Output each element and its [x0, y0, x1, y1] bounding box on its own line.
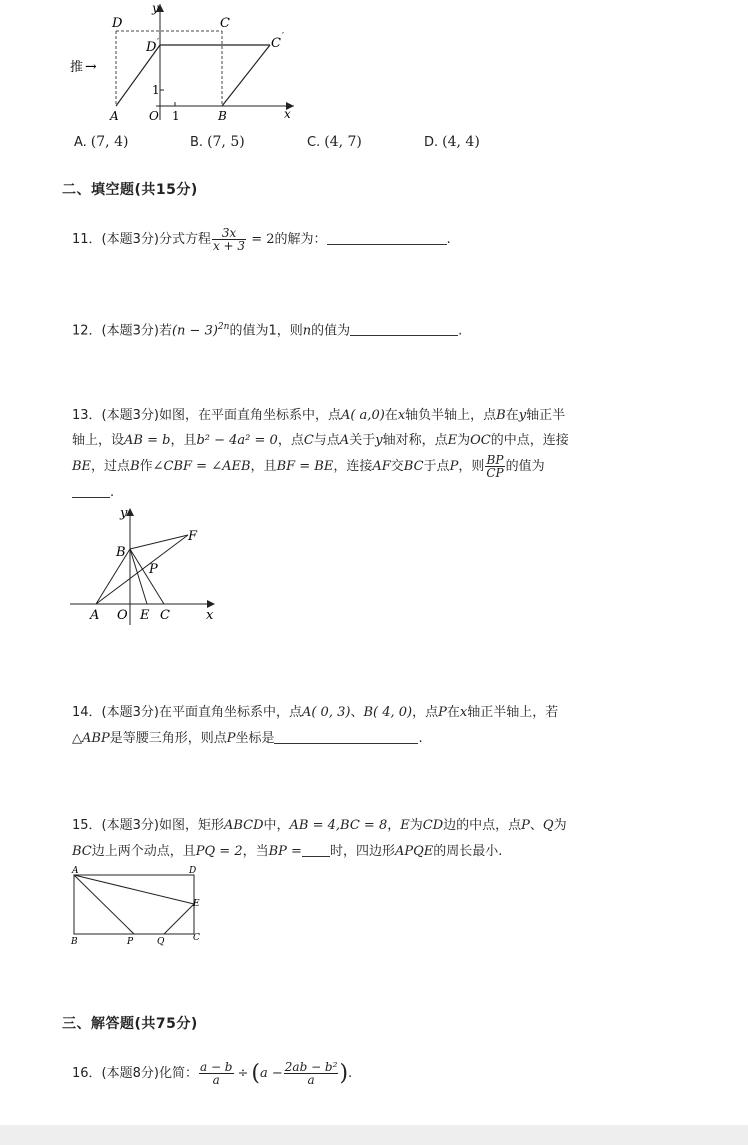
section-heading-answer: 三、解答题(共75分) [62, 1016, 198, 1032]
prime-mark-c: ′ [282, 32, 285, 42]
q13-fraction-numerator: BP [486, 453, 504, 467]
q15-math: BC [72, 844, 92, 859]
q13-text: ，且 [250, 459, 277, 474]
q15-math: P [521, 818, 530, 833]
q16-left-paren: ( [251, 1061, 260, 1086]
q12-base: (n − 3) [171, 323, 218, 339]
q13-text: ，点 [277, 433, 304, 448]
q15-math: BP = [268, 844, 302, 859]
question-15-line-1 [72, 813, 567, 839]
q16-a-minus: a − [260, 1066, 283, 1081]
q11-end: . [446, 232, 451, 247]
q13-math: BF = BE [276, 459, 334, 474]
q15-math: Q [542, 818, 554, 833]
q13-text: 在 [505, 408, 519, 423]
option-letter: D. [424, 135, 439, 150]
tick-y-1: 1 [152, 83, 160, 97]
q12-end: . [458, 323, 463, 339]
q14-math: A( 0, 3) [301, 705, 351, 720]
q13-text: ，则 [458, 459, 485, 474]
q13-text: 与点 [313, 433, 340, 448]
q13-text: 交 [390, 459, 404, 474]
option-letter: B. [190, 135, 204, 150]
q13-text: 轴对称，点 [382, 433, 448, 448]
q15-math: CD [422, 818, 444, 833]
q14-text: 14．(本题3分)在平面直角坐标系中，点 [72, 705, 302, 720]
q11-numerator: 3x [212, 227, 246, 240]
q13-math: C [303, 433, 314, 448]
fig15-label-e: E [193, 899, 200, 909]
q15-rectangle-figure [66, 864, 216, 948]
q14-text: 轴正半轴上，若 [467, 705, 559, 720]
label-a: A [110, 109, 119, 123]
option-letter: A. [74, 135, 87, 150]
q15-text: 中， [263, 818, 290, 833]
q14-math: x [459, 705, 468, 720]
q15-answer-blank[interactable] [302, 842, 330, 857]
q13-math: BE [72, 459, 92, 474]
q12-mid2: 的值为 [311, 323, 351, 339]
q13-math: AB = b [124, 433, 171, 448]
q11-denominator: x + 3 [212, 239, 246, 253]
fig15-label-b: B [71, 937, 78, 947]
q12-answer-blank[interactable] [350, 321, 458, 336]
fig15-label-q: Q [157, 937, 165, 947]
option-letter: C. [307, 135, 321, 150]
q13-math: B [130, 459, 140, 474]
question-16 [72, 1061, 352, 1087]
q12-mid1: 的值为1，则 [229, 323, 303, 339]
fig13-label-b: B [116, 545, 126, 560]
q13-text: 在 [384, 408, 398, 423]
q16-denominator-2: a [307, 1073, 315, 1087]
q13-coordinate-figure [60, 503, 230, 628]
q13-fraction [485, 454, 504, 479]
q13-math: AF [372, 459, 391, 474]
fig15-label-a: A [72, 866, 79, 876]
parallelogram-translation-figure [60, 0, 310, 125]
q13-math: E [447, 433, 458, 448]
axis-y-label: y [152, 1, 159, 15]
q16-prefix: 16．(本题8分)化简： [72, 1066, 198, 1081]
q15-math: E [400, 818, 410, 833]
page-bottom-bar [0, 1125, 748, 1145]
q13-text: ，且 [170, 433, 197, 448]
q13-math: y [375, 433, 383, 448]
q13-text: 的中点，连接 [490, 433, 569, 448]
option-c [307, 134, 362, 150]
q13-math: B [496, 408, 506, 423]
q14-text: 是等腰三角形，则点 [109, 731, 227, 746]
q13-math: x [397, 408, 406, 423]
label-c-prime: C [271, 36, 281, 51]
q14-math: △ABP [72, 731, 110, 746]
q15-text: 边上两个动点，且 [91, 844, 196, 859]
option-b [190, 134, 245, 150]
fig13-label-f: F [188, 529, 198, 544]
q15-text: ，当 [242, 844, 269, 859]
q15-text: 、 [529, 818, 543, 833]
fig13-axis-x: x [206, 608, 214, 623]
question-13-line-3 [72, 454, 545, 480]
q16-numerator-2: 2ab − b² [284, 1060, 338, 1074]
q13-text: ，连接 [333, 459, 373, 474]
q15-math: APQE [394, 844, 434, 859]
q13-text: 轴负半轴上，点 [405, 408, 497, 423]
option-value: (4, 4) [442, 134, 480, 150]
q13-math: BC [403, 459, 424, 474]
q16-fraction-2 [284, 1061, 339, 1086]
option-a [74, 134, 128, 150]
q13-text: 于点 [423, 459, 450, 474]
axis-x-label: x [284, 107, 291, 121]
q14-text: 在 [446, 705, 460, 720]
q13-text: 为 [457, 433, 471, 448]
fig15-label-d: D [189, 866, 197, 876]
fig13-label-c: C [160, 608, 170, 623]
section-heading-fill-blank: 二、填空题(共15分) [62, 182, 198, 198]
option-value: (7, 4) [90, 134, 129, 150]
question-14-line-1 [72, 700, 558, 726]
q15-text: 时，四边形 [329, 844, 395, 859]
q13-text: 轴正半 [526, 408, 566, 423]
q16-right-paren: ) [339, 1061, 349, 1086]
question-12 [72, 314, 462, 344]
q13-math: P [449, 459, 459, 474]
q16-divide-sign: ÷ [237, 1066, 249, 1081]
q13-math: b² − 4a² = 0 [196, 433, 278, 448]
q14-math: P [438, 705, 447, 720]
q15-math: AB = 4,BC = 8 [289, 818, 388, 833]
q15-math: PQ = 2 [195, 844, 243, 859]
q13-text: 13．(本题3分)如图，在平面直角坐标系中，点 [72, 408, 341, 423]
q12-prefix: 12．(本题3分)若 [72, 323, 172, 339]
q14-answer-blank[interactable] [274, 729, 418, 744]
fig15-label-c: C [193, 933, 200, 943]
fig13-label-e: E [140, 608, 150, 623]
option-value: (4, 7) [324, 134, 362, 150]
q13-answer-blank[interactable] [72, 483, 110, 498]
q14-math: P [226, 731, 236, 746]
q13-end: . [110, 485, 115, 500]
option-d [424, 134, 480, 150]
q13-text: 作 [139, 459, 153, 474]
q11-answer-blank[interactable] [327, 230, 447, 245]
q13-math: y [518, 408, 527, 423]
q15-text: 的周长最小. [433, 844, 503, 859]
q11-suffix: 的解为： [274, 232, 327, 247]
q12-var: n [302, 323, 312, 339]
q11-fraction [212, 227, 246, 252]
fig13-label-p: P [149, 562, 158, 577]
prime-mark-d: ′ [157, 38, 160, 48]
q15-text: 为 [409, 818, 423, 833]
q13-math: A [339, 433, 350, 448]
q15-text: 为 [553, 818, 567, 833]
q15-math: ABCD [223, 818, 264, 833]
option-value: (7, 5) [207, 134, 245, 150]
question-13-line-2 [72, 428, 569, 454]
q13-text: 的值为 [505, 459, 545, 474]
fig13-axis-y: y [120, 506, 128, 521]
q14-end: . [418, 731, 423, 746]
label-c: C [220, 16, 230, 31]
q11-equals: = 2 [247, 232, 275, 247]
question-14-line-2 [72, 726, 423, 752]
fig13-label-o: O [117, 608, 128, 623]
label-b: B [218, 109, 227, 123]
question-15-line-2 [72, 839, 502, 865]
q14-text: 坐标是 [235, 731, 275, 746]
tick-x-1: 1 [172, 109, 180, 123]
q13-math: OC [470, 433, 491, 448]
label-d-prime: D [146, 40, 157, 55]
q16-end: . [348, 1066, 353, 1081]
q15-text: 边的中点，点 [443, 818, 522, 833]
q11-prefix: 11．(本题3分)分式方程 [72, 232, 211, 247]
q15-text: 15．(本题3分)如图，矩形 [72, 818, 224, 833]
q13-math: ∠CBF = ∠AEB [152, 459, 251, 474]
q13-fraction-denominator: CP [486, 466, 504, 480]
q16-fraction-1 [199, 1061, 234, 1086]
q12-exponent: 2n [217, 322, 230, 332]
q13-text: 轴上，设 [72, 433, 125, 448]
fig13-label-a: A [90, 608, 100, 623]
q15-text: ， [387, 818, 401, 833]
q16-numerator-1: a − b [199, 1060, 233, 1074]
question-13-line-1 [72, 403, 565, 429]
q13-text: ，过点 [91, 459, 131, 474]
push-label: 推 [70, 60, 84, 75]
q14-text: ，点 [412, 705, 439, 720]
q13-math: A( a,0) [340, 408, 385, 423]
label-o: O [149, 109, 159, 123]
fig15-label-p: P [127, 937, 134, 947]
q16-denominator-1: a [212, 1073, 220, 1087]
q14-math: B( 4, 0) [363, 705, 413, 720]
q13-text: 关于 [349, 433, 376, 448]
q14-text: 、 [350, 705, 364, 720]
push-arrow-icon: → [85, 59, 97, 75]
label-d: D [112, 16, 123, 31]
question-11 [72, 227, 451, 253]
